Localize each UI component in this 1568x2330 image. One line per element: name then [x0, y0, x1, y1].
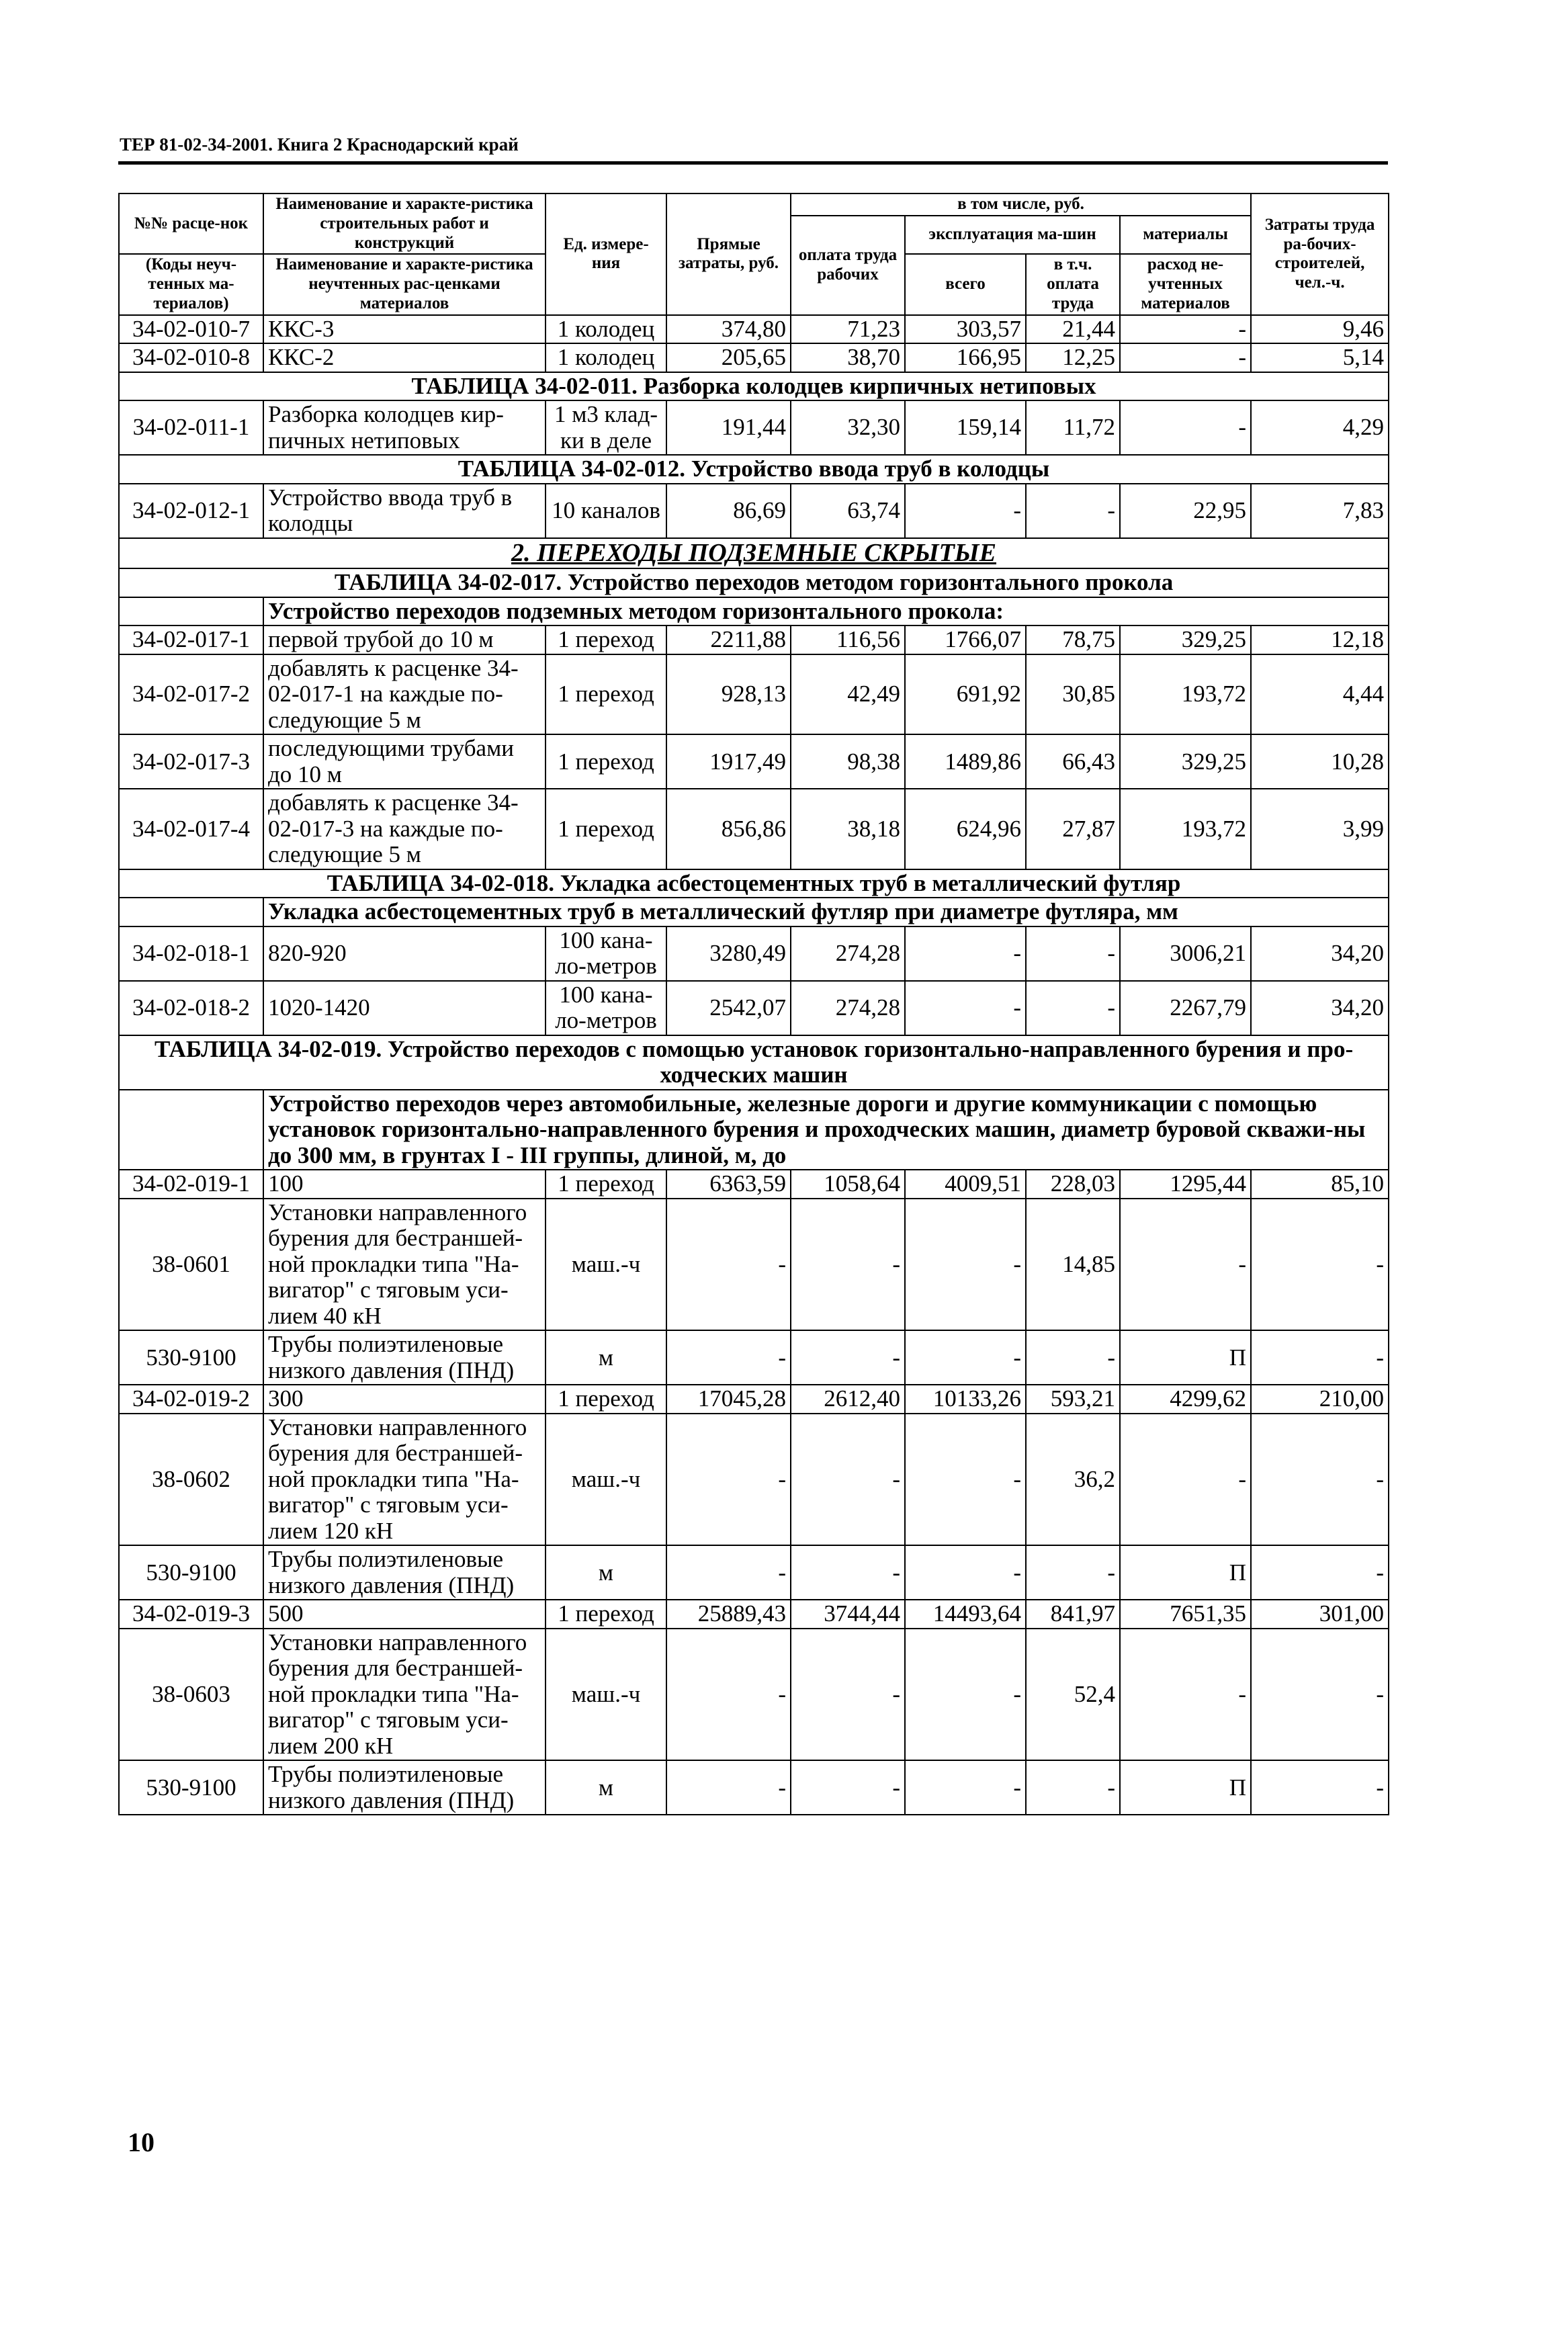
header-unit: Ед. измере-ния — [546, 193, 666, 315]
materials-cost: 193,72 — [1120, 654, 1251, 735]
table-row — [119, 981, 1389, 1035]
wages-cost: 38,70 — [791, 343, 905, 372]
header-code-top: №№ расце-нок — [119, 193, 263, 254]
direct-cost: 6363,59 — [666, 1170, 791, 1199]
work-name: 500 — [263, 1600, 546, 1629]
header-name-bottom: Наименование и характе-ристика неучтенных рас-ценками материалов — [263, 254, 546, 314]
machine-cost: 1766,07 — [905, 625, 1026, 654]
unit-cell: 10 каналов — [546, 484, 666, 538]
table-row — [119, 315, 1389, 344]
machine-wages: 36,2 — [1026, 1414, 1120, 1546]
rate-code: 34-02-018-1 — [119, 926, 263, 981]
wages-cost: - — [791, 1330, 905, 1385]
table-title-row — [119, 455, 1389, 484]
machine-wages: - — [1026, 484, 1120, 538]
table-title: ТАБЛИЦА 34-02-017. Устройство переходов методом горизонтального прокола — [119, 568, 1389, 597]
table-row — [119, 1414, 1389, 1546]
header-labor: Затраты труда ра-бочих-строителей, чел.-ч. — [1251, 193, 1389, 315]
labor-cost: 85,10 — [1251, 1170, 1389, 1199]
table-row — [119, 1330, 1389, 1385]
header-direct: Прямые затраты, руб. — [666, 193, 791, 315]
labor-cost: 34,20 — [1251, 926, 1389, 981]
unit-cell: 1 колодец — [546, 343, 666, 372]
machine-wages: - — [1026, 1760, 1120, 1815]
machine-wages: 841,97 — [1026, 1600, 1120, 1629]
machine-wages: 30,85 — [1026, 654, 1120, 735]
wages-cost: - — [791, 1199, 905, 1331]
materials-cost: П — [1120, 1760, 1251, 1815]
table-row — [119, 625, 1389, 654]
machine-wages: 14,85 — [1026, 1199, 1120, 1331]
labor-cost: - — [1251, 1199, 1389, 1331]
rate-code: 34-02-012-1 — [119, 484, 263, 538]
machine-cost: 4009,51 — [905, 1170, 1026, 1199]
header-materials: материалы — [1120, 216, 1251, 255]
unit-cell: маш.-ч — [546, 1414, 666, 1546]
labor-cost: 301,00 — [1251, 1600, 1389, 1629]
wages-cost: 3744,44 — [791, 1600, 905, 1629]
rate-code: 34-02-019-3 — [119, 1600, 263, 1629]
page-number: 10 — [128, 2127, 155, 2157]
work-name: 1020-1420 — [263, 981, 546, 1035]
subheading-row — [119, 597, 1389, 626]
materials-cost: 2267,79 — [1120, 981, 1251, 1035]
materials-cost: - — [1120, 315, 1251, 344]
machine-cost: - — [905, 981, 1026, 1035]
wages-cost: - — [791, 1545, 905, 1600]
machine-cost: - — [905, 484, 1026, 538]
direct-cost: 86,69 — [666, 484, 791, 538]
materials-cost: - — [1120, 1414, 1251, 1546]
labor-cost: - — [1251, 1629, 1389, 1761]
running-header: ТЕР 81-02-34-2001. Книга 2 Краснодарский край — [120, 134, 519, 155]
unit-cell: 1 колодец — [546, 315, 666, 344]
table-title: ТАБЛИЦА 34-02-012. Устройство ввода труб в колодцы — [119, 455, 1389, 484]
direct-cost: - — [666, 1629, 791, 1761]
machine-cost: 691,92 — [905, 654, 1026, 735]
work-name: добавлять к расценке 34-02-017-1 на каждые по-следующие 5 м — [263, 654, 546, 735]
table-row — [119, 484, 1389, 538]
wages-cost: 1058,64 — [791, 1170, 905, 1199]
machine-cost: 14493,64 — [905, 1600, 1026, 1629]
direct-cost: 2542,07 — [666, 981, 791, 1035]
rate-code: 530-9100 — [119, 1545, 263, 1600]
subheading-text: Устройство переходов через автомобильные, железные дороги и другие коммуникации с помощью установок горизонтально-направленного бурения и проходческих машин, диаметр буровой скважи-ны до 300 мм, в грунтах I - III группы, длиной, м, до — [263, 1090, 1389, 1170]
materials-cost: - — [1120, 1199, 1251, 1331]
unit-cell: 1 переход — [546, 734, 666, 789]
work-name: 100 — [263, 1170, 546, 1199]
wages-cost: - — [791, 1414, 905, 1546]
machine-wages: 21,44 — [1026, 315, 1120, 344]
subheading-row — [119, 898, 1389, 926]
work-name: 300 — [263, 1385, 546, 1414]
work-name: первой трубой до 10 м — [263, 625, 546, 654]
table-row — [119, 1629, 1389, 1761]
labor-cost: - — [1251, 1545, 1389, 1600]
wages-cost: 63,74 — [791, 484, 905, 538]
direct-cost: 1917,49 — [666, 734, 791, 789]
rate-code: 34-02-017-3 — [119, 734, 263, 789]
machine-cost: - — [905, 926, 1026, 981]
machine-wages: - — [1026, 981, 1120, 1035]
subheading-code-cell — [119, 898, 263, 926]
machine-wages: 12,25 — [1026, 343, 1120, 372]
unit-cell: маш.-ч — [546, 1199, 666, 1331]
table-title: ТАБЛИЦА 34-02-018. Укладка асбестоцементных труб в металлический футляр — [119, 869, 1389, 898]
machine-wages: 52,4 — [1026, 1629, 1120, 1761]
rate-code: 34-02-018-2 — [119, 981, 263, 1035]
labor-cost: 210,00 — [1251, 1385, 1389, 1414]
labor-cost: - — [1251, 1760, 1389, 1815]
table-row — [119, 1199, 1389, 1331]
unit-cell: м — [546, 1545, 666, 1600]
machine-wages: 27,87 — [1026, 789, 1120, 869]
wages-cost: 71,23 — [791, 315, 905, 344]
machine-wages: 11,72 — [1026, 400, 1120, 455]
unit-cell: м — [546, 1760, 666, 1815]
unit-cell: 100 кана-ло-метров — [546, 926, 666, 981]
table-row — [119, 789, 1389, 869]
machine-wages: - — [1026, 1545, 1120, 1600]
section-title: 2. ПЕРЕХОДЫ ПОДЗЕМНЫЕ СКРЫТЫЕ — [119, 538, 1389, 569]
labor-cost: 3,99 — [1251, 789, 1389, 869]
unit-cell: 1 переход — [546, 654, 666, 735]
labor-cost: - — [1251, 1414, 1389, 1546]
materials-cost: 22,95 — [1120, 484, 1251, 538]
table-row — [119, 654, 1389, 735]
wages-cost: 98,38 — [791, 734, 905, 789]
table-header — [119, 193, 1389, 315]
subheading-code-cell — [119, 597, 263, 626]
labor-cost: 4,44 — [1251, 654, 1389, 735]
machine-cost: 166,95 — [905, 343, 1026, 372]
machine-cost: 159,14 — [905, 400, 1026, 455]
unit-cell: м — [546, 1330, 666, 1385]
rate-code: 38-0601 — [119, 1199, 263, 1331]
machine-cost: 624,96 — [905, 789, 1026, 869]
subheading-text: Устройство переходов подземных методом горизонтального прокола: — [263, 597, 1389, 626]
unit-cell: маш.-ч — [546, 1629, 666, 1761]
materials-cost: 4299,62 — [1120, 1385, 1251, 1414]
labor-cost: 10,28 — [1251, 734, 1389, 789]
machine-cost: 1489,86 — [905, 734, 1026, 789]
direct-cost: 928,13 — [666, 654, 791, 735]
labor-cost: 4,29 — [1251, 400, 1389, 455]
materials-cost: 193,72 — [1120, 789, 1251, 869]
materials-cost: 329,25 — [1120, 734, 1251, 789]
header-name-top: Наименование и характе-ристика строительных работ и конструкций — [263, 193, 546, 254]
table-title-row — [119, 869, 1389, 898]
rate-code: 34-02-019-1 — [119, 1170, 263, 1199]
rate-code: 530-9100 — [119, 1760, 263, 1815]
header-mach-wages: в т.ч. оплата труда — [1026, 254, 1120, 314]
work-name: Установки направленного бурения для бестраншей-ной прокладки типа "На-вигатор" с тяговым уси-лием 200 кН — [263, 1629, 546, 1761]
table-row — [119, 1600, 1389, 1629]
work-name: 820-920 — [263, 926, 546, 981]
table-row — [119, 1170, 1389, 1199]
materials-cost: 329,25 — [1120, 625, 1251, 654]
table-body — [119, 315, 1389, 1815]
table-row — [119, 1760, 1389, 1815]
direct-cost: 205,65 — [666, 343, 791, 372]
direct-cost: - — [666, 1760, 791, 1815]
rate-code: 34-02-017-2 — [119, 654, 263, 735]
rate-code: 34-02-010-8 — [119, 343, 263, 372]
labor-cost: - — [1251, 1330, 1389, 1385]
subheading-row — [119, 1090, 1389, 1170]
work-name: ККС-3 — [263, 315, 546, 344]
machine-cost: - — [905, 1760, 1026, 1815]
unit-cell: 1 переход — [546, 1170, 666, 1199]
rate-code: 34-02-017-1 — [119, 625, 263, 654]
labor-cost: 34,20 — [1251, 981, 1389, 1035]
machine-wages: 593,21 — [1026, 1385, 1120, 1414]
wages-cost: - — [791, 1760, 905, 1815]
rate-code: 34-02-011-1 — [119, 400, 263, 455]
direct-cost: 191,44 — [666, 400, 791, 455]
table-row — [119, 734, 1389, 789]
materials-cost: 1295,44 — [1120, 1170, 1251, 1199]
table-row — [119, 343, 1389, 372]
labor-cost: 5,14 — [1251, 343, 1389, 372]
header-incl: в том числе, руб. — [791, 193, 1251, 216]
rate-code: 38-0602 — [119, 1414, 263, 1546]
wages-cost: - — [791, 1629, 905, 1761]
table-row — [119, 926, 1389, 981]
table-row — [119, 1385, 1389, 1414]
work-name: Установки направленного бурения для бестраншей-ной прокладки типа "На-вигатор" с тяговым уси-лием 120 кН — [263, 1414, 546, 1546]
rate-code: 34-02-019-2 — [119, 1385, 263, 1414]
table-title: ТАБЛИЦА 34-02-011. Разборка колодцев кирпичных нетиповых — [119, 372, 1389, 401]
machine-cost: - — [905, 1414, 1026, 1546]
unit-cell: 1 переход — [546, 789, 666, 869]
labor-cost: 9,46 — [1251, 315, 1389, 344]
work-name: последующими трубами до 10 м — [263, 734, 546, 789]
table-title-row — [119, 372, 1389, 401]
machine-cost: - — [905, 1545, 1026, 1600]
work-name: Трубы полиэтиленовые низкого давления (ПНД) — [263, 1330, 546, 1385]
machine-wages: - — [1026, 926, 1120, 981]
wages-cost: 116,56 — [791, 625, 905, 654]
direct-cost: 25889,43 — [666, 1600, 791, 1629]
header-code-bottom: (Коды неуч-тенных ма-териалов) — [119, 254, 263, 314]
wages-cost: 274,28 — [791, 981, 905, 1035]
labor-cost: 7,83 — [1251, 484, 1389, 538]
direct-cost: 3280,49 — [666, 926, 791, 981]
subheading-text: Укладка асбестоцементных труб в металлический футляр при диаметре футляра, мм — [263, 898, 1389, 926]
work-name: Трубы полиэтиленовые низкого давления (ПНД) — [263, 1545, 546, 1600]
machine-wages: 66,43 — [1026, 734, 1120, 789]
wages-cost: 32,30 — [791, 400, 905, 455]
direct-cost: 2211,88 — [666, 625, 791, 654]
rate-code: 530-9100 — [119, 1330, 263, 1385]
machine-wages: - — [1026, 1330, 1120, 1385]
direct-cost: - — [666, 1330, 791, 1385]
table-title-row — [119, 1035, 1389, 1090]
price-table — [118, 193, 1389, 1815]
materials-cost: П — [1120, 1330, 1251, 1385]
machine-cost: - — [905, 1199, 1026, 1331]
unit-cell: 100 кана-ло-метров — [546, 981, 666, 1035]
rate-code: 34-02-017-4 — [119, 789, 263, 869]
direct-cost: - — [666, 1545, 791, 1600]
work-name: Устройство ввода труб в колодцы — [263, 484, 546, 538]
header-machines: эксплуатация ма-шин — [905, 216, 1120, 255]
machine-cost: 303,57 — [905, 315, 1026, 344]
materials-cost: 7651,35 — [1120, 1600, 1251, 1629]
table-title: ТАБЛИЦА 34-02-019. Устройство переходов с помощью установок горизонтально-направленного бурения и про-ходческих машин — [119, 1035, 1389, 1090]
work-name: ККС-2 — [263, 343, 546, 372]
work-name: Трубы полиэтиленовые низкого давления (ПНД) — [263, 1760, 546, 1815]
unit-cell: 1 переход — [546, 625, 666, 654]
wages-cost: 42,49 — [791, 654, 905, 735]
wages-cost: 274,28 — [791, 926, 905, 981]
header-wages: оплата труда рабочих — [791, 216, 905, 315]
wages-cost: 2612,40 — [791, 1385, 905, 1414]
materials-cost: П — [1120, 1545, 1251, 1600]
table-row — [119, 1545, 1389, 1600]
table-row — [119, 400, 1389, 455]
section-title-row — [119, 538, 1389, 569]
materials-cost: - — [1120, 1629, 1251, 1761]
work-name: Разборка колодцев кир-пичных нетиповых — [263, 400, 546, 455]
machine-cost: - — [905, 1330, 1026, 1385]
direct-cost: 17045,28 — [666, 1385, 791, 1414]
direct-cost: - — [666, 1414, 791, 1546]
machine-wages: 78,75 — [1026, 625, 1120, 654]
header-mat-sub: расход не-учтенных материалов — [1120, 254, 1251, 314]
machine-cost: 10133,26 — [905, 1385, 1026, 1414]
rate-code: 34-02-010-7 — [119, 315, 263, 344]
subheading-code-cell — [119, 1090, 263, 1170]
rate-code: 38-0603 — [119, 1629, 263, 1761]
materials-cost: - — [1120, 343, 1251, 372]
header-rule — [118, 161, 1388, 165]
unit-cell: 1 м3 клад-ки в деле — [546, 400, 666, 455]
work-name: Установки направленного бурения для бестраншей-ной прокладки типа "На-вигатор" с тяговым уси-лием 40 кН — [263, 1199, 546, 1331]
direct-cost: - — [666, 1199, 791, 1331]
direct-cost: 856,86 — [666, 789, 791, 869]
materials-cost: 3006,21 — [1120, 926, 1251, 981]
machine-cost: - — [905, 1629, 1026, 1761]
unit-cell: 1 переход — [546, 1600, 666, 1629]
header-mach-total: всего — [905, 254, 1026, 314]
table-title-row — [119, 568, 1389, 597]
direct-cost: 374,80 — [666, 315, 791, 344]
labor-cost: 12,18 — [1251, 625, 1389, 654]
work-name: добавлять к расценке 34-02-017-3 на каждые по-следующие 5 м — [263, 789, 546, 869]
materials-cost: - — [1120, 400, 1251, 455]
wages-cost: 38,18 — [791, 789, 905, 869]
machine-wages: 228,03 — [1026, 1170, 1120, 1199]
unit-cell: 1 переход — [546, 1385, 666, 1414]
